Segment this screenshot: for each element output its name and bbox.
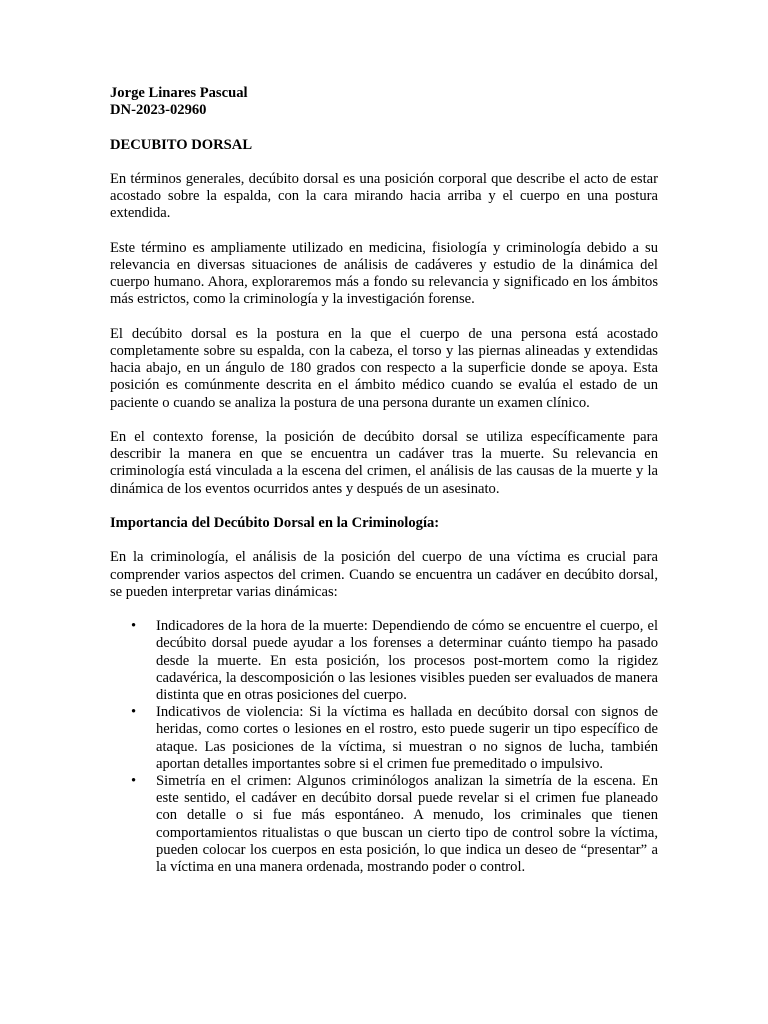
list-item-text: Simetría en el crimen: Algunos criminólogos analizan la simetría de la escena. En este sentido, el cadáver en decúbito dorsal puede revelar si el crimen fue planeado con detalle o si fue más espontáneo. A menudo, los criminales que tienen comportamientos ritualistas o que buscan un cierto tipo de control sobre la víctima, pueden colocar los cuerpos en esta posición, lo que indica un deseo de “presentar” a la víctima en una manera ordenada, mostrando poder o control. <box>156 773 658 876</box>
bullet-list <box>110 618 658 876</box>
spacer <box>110 154 658 171</box>
bullet-icon: • <box>131 618 137 635</box>
section-heading: Importancia del Decúbito Dorsal en la Criminología: <box>110 514 440 531</box>
bullet-icon: • <box>131 704 137 721</box>
list-item-text: Indicadores de la hora de la muerte: Dependiendo de cómo se encuentre el cuerpo, el decúbito dorsal puede ayudar a los forenses a determinar cuánto tiempo ha pasado desde la muerte. En esta posición, los procesos post-mortem como la rigidez cadavérica, la descomposición o las lesiones visibles pueden ser evaluados de manera distinta que en otras posiciones del cuerpo. <box>156 618 658 703</box>
author-name: Jorge Linares Pascual <box>110 85 248 101</box>
student-code: DN-2023-02960 <box>110 102 207 119</box>
spacer <box>110 601 658 618</box>
spacer <box>110 309 658 326</box>
paragraph-1: En términos generales, decúbito dorsal es una posición corporal que describe el acto de estar acostado sobre la espalda, con la cara mirando hacia arriba y el cuerpo en una postura extendida. <box>110 170 658 222</box>
spacer <box>110 223 658 240</box>
bullet-icon: • <box>131 773 137 789</box>
paragraph-3: El decúbito dorsal es la postura en la que el cuerpo de una persona está acostado completamente sobre su espalda, con la cabeza, el torso y las piernas alineadas y extendidas hacia abajo, en un ángulo de 180 grados con respecto a la superficie donde se apoya. Esta posición es comúnmente descrita en el ámbito médico cuando se evalúa el estado de un paciente o cuando se analiza la postura de una persona durante un examen clínico. <box>110 325 658 411</box>
paragraph-4: En el contexto forense, la posición de decúbito dorsal se utiliza específicamente para describir la manera en que se encuentra un cadáver tras la muerte. Su relevancia en criminología está vinculada a la escena del crimen, el análisis de las causas de la muerte y la dinámica de los eventos ocurridos antes y después de un asesinato. <box>110 428 658 497</box>
spacer <box>110 412 658 429</box>
document-title: DECUBITO DORSAL <box>110 136 253 153</box>
spacer <box>110 532 658 549</box>
spacer <box>110 119 658 136</box>
section-intro: En la criminología, el análisis de la posición del cuerpo de una víctima es crucial para comprender varios aspectos del crimen. Cuando se encuentra un cadáver en decúbito dorsal, se pueden interpretar varias dinámicas: <box>110 549 658 600</box>
list-item-text: Indicativos de violencia: Si la víctima es hallada en decúbito dorsal con signos de heridas, como cortes o lesiones en el rostro, esto puede sugerir un tipo específico de ataque. Las posiciones de la víctima, si muestran o no signos de lucha, también aportan detalles importantes sobre si el crimen fue premeditado o impulsivo. <box>156 704 658 772</box>
list-item <box>110 704 658 773</box>
list-item <box>110 773 658 876</box>
document-page <box>110 85 658 876</box>
list-item <box>110 618 658 704</box>
paragraph-2: Este término es ampliamente utilizado en medicina, fisiología y criminología debido a su relevancia en diversas situaciones de análisis de cadáveres y estudio de la dinámica del cuerpo humano. Ahora, exploraremos más a fondo su relevancia y significado en los ámbitos más estrictos, como la criminología y la investigación forense. <box>110 239 658 308</box>
spacer <box>110 498 658 515</box>
